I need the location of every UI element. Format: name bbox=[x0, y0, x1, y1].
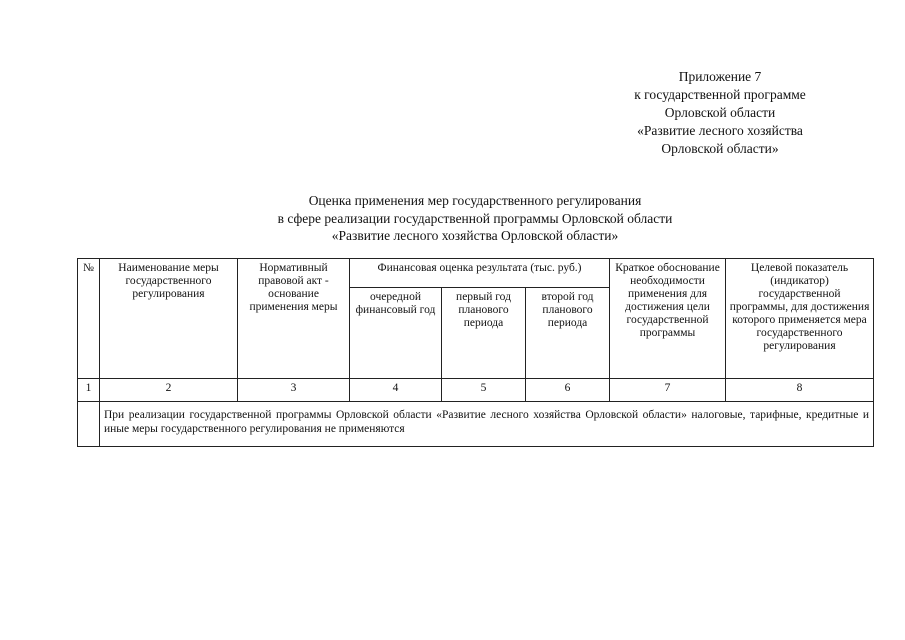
measures-table bbox=[77, 258, 874, 447]
note-empty-cell bbox=[78, 402, 100, 447]
appendix-line: «Развитие лесного хозяйства bbox=[637, 123, 803, 138]
appendix-line: Приложение 7 bbox=[678, 69, 762, 84]
header-first-plan-year: первый год планового периода bbox=[442, 288, 526, 379]
document-title bbox=[200, 192, 750, 245]
header-number: № bbox=[78, 259, 100, 379]
appendix-line: к государственной программе bbox=[634, 87, 806, 102]
title-line: «Развитие лесного хозяйства Орловской области» bbox=[331, 228, 619, 243]
column-number: 1 bbox=[78, 379, 100, 402]
appendix-caption bbox=[610, 68, 830, 158]
header-measure-name: Наименование меры государственного регулирования bbox=[100, 259, 238, 379]
header-target-indicator: Целевой показатель (индикатор) государственной программы, для достижения которого применяется мера государственного регулирования bbox=[726, 259, 874, 379]
title-line: в сфере реализации государственной программы Орловской области bbox=[277, 210, 673, 226]
appendix-line: Орловской области» bbox=[661, 141, 779, 156]
header-financial-assessment: Финансовая оценка результата (тыс. руб.) bbox=[350, 259, 610, 288]
header-justification: Краткое обоснование необходимости применения для достижения цели государственной программы bbox=[610, 259, 726, 379]
column-number: 7 bbox=[610, 379, 726, 402]
column-number: 5 bbox=[442, 379, 526, 402]
column-number: 4 bbox=[350, 379, 442, 402]
header-second-plan-year: второй год планового периода bbox=[526, 288, 610, 379]
column-number: 2 bbox=[100, 379, 238, 402]
header-current-year: очередной финансовый год bbox=[350, 288, 442, 379]
column-number: 8 bbox=[726, 379, 874, 402]
note-text: При реализации государственной программы Орловской области «Развитие лесного хозяйства Орловской области» налоговые, тарифные, кредитные и иные меры государственного регулирования не применяются bbox=[100, 402, 874, 447]
appendix-line: Орловской области bbox=[664, 105, 776, 120]
column-number-row bbox=[78, 379, 874, 402]
header-row bbox=[78, 259, 874, 288]
header-legal-act: Нормативный правовой акт - основание применения меры bbox=[238, 259, 350, 379]
title-line: Оценка применения мер государственного регулирования bbox=[308, 193, 642, 208]
note-row bbox=[78, 402, 874, 447]
column-number: 3 bbox=[238, 379, 350, 402]
column-number: 6 bbox=[526, 379, 610, 402]
